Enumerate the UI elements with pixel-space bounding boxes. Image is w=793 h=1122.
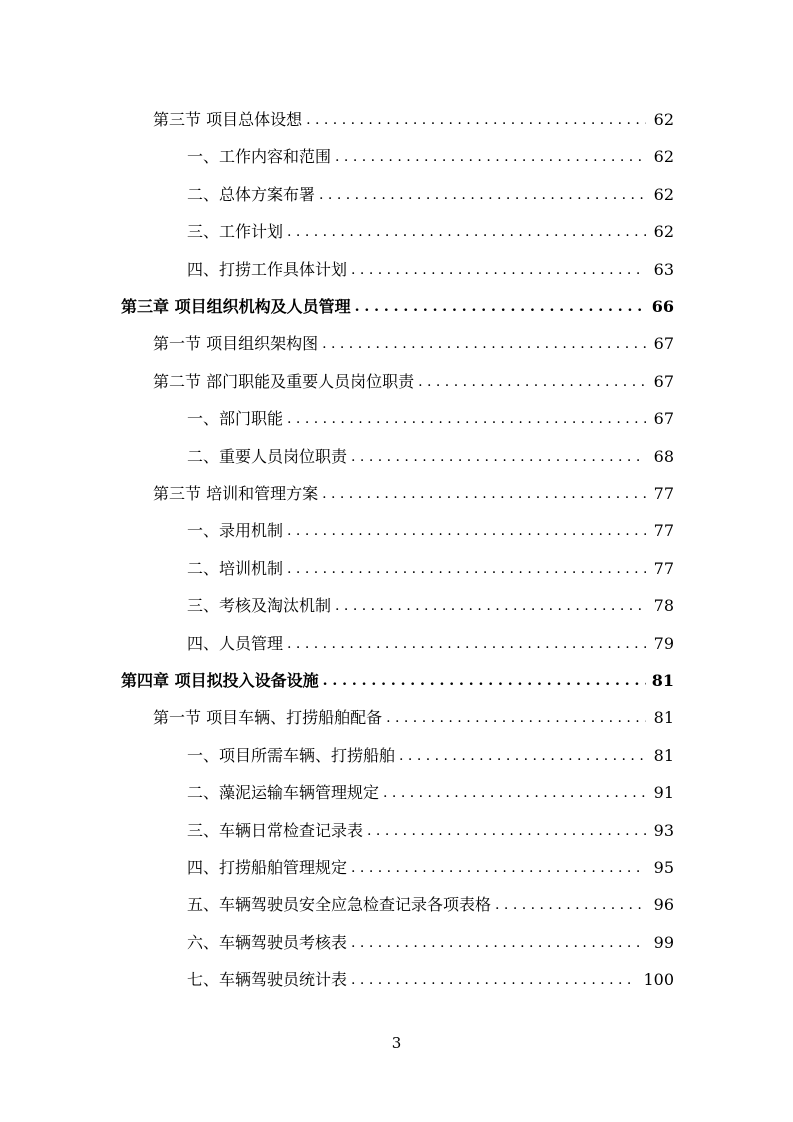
toc-subsection-entry[interactable] [187,895,674,915]
toc-entry-label: 一、项目所需车辆、打捞船舶 [187,745,396,765]
toc-dot-leader [287,559,646,579]
toc-entry-page: 100 [643,970,674,990]
toc-subsection-entry[interactable] [187,260,674,280]
toc-dot-leader [399,746,646,766]
toc-dot-leader [386,708,646,728]
toc-entry-label: 三、考核及淘汰机制 [187,596,332,616]
toc-section-entry[interactable] [153,708,674,728]
toc-entry-page: 62 [653,110,674,129]
toc-dot-leader [418,372,646,392]
toc-dot-leader [287,634,646,654]
page-number: 3 [391,1034,402,1052]
toc-subsection-entry[interactable] [187,447,674,467]
toc-entry-label: 第二节 部门职能及重要人员岗位职责 [153,371,415,391]
toc-chapter-entry[interactable] [121,671,674,691]
toc-section-entry[interactable] [153,334,674,354]
toc-subsection-entry[interactable] [187,933,674,953]
toc-entry-page: 62 [653,147,674,167]
toc-subsection-entry[interactable] [187,783,674,803]
toc-dot-leader [319,185,646,205]
toc-chapter-entry[interactable] [121,297,674,317]
toc-subsection-entry[interactable] [187,222,674,242]
toc-entry-page: 78 [653,596,674,616]
toc-dot-leader [335,596,646,616]
toc-dot-leader [495,895,646,915]
toc-dot-leader [287,222,646,242]
toc-dot-leader [322,484,646,504]
toc-dot-leader [306,110,646,130]
toc-dot-leader [351,858,646,878]
toc-entry-label: 五、车辆驾驶员安全应急检查记录各项表格 [187,895,492,915]
toc-section-entry[interactable] [153,484,674,504]
toc-entry-label: 三、车辆日常检查记录表 [187,820,364,840]
toc-entry-page: 81 [653,745,674,765]
toc-dot-leader [355,297,646,317]
toc-entry-page: 66 [651,297,674,316]
toc-entry-page: 62 [653,184,674,204]
toc-entry-label: 第三节 项目总体设想 [153,110,303,129]
toc-dot-leader [351,970,637,990]
toc-section-entry[interactable] [153,110,674,130]
toc-dot-leader [335,147,646,167]
toc-entry-page: 67 [653,409,674,429]
toc-entry-label: 二、藻泥运输车辆管理规定 [187,783,380,803]
toc-dot-leader [322,334,646,354]
toc-entry-page: 77 [653,558,674,578]
toc-entry-label: 四、人员管理 [187,633,284,653]
toc-entry-page: 62 [653,222,674,242]
toc-dot-leader [323,671,646,691]
toc-entry-page: 93 [653,820,674,840]
toc-subsection-entry[interactable] [187,858,674,878]
toc-subsection-entry[interactable] [187,634,674,654]
toc-entry-page: 63 [653,259,674,279]
toc-entry-page: 81 [653,708,674,728]
toc-entry-page: 67 [653,334,674,354]
toc-dot-leader [351,447,646,467]
toc-dot-leader [351,933,646,953]
toc-entry-page: 95 [653,858,674,877]
toc-subsection-entry[interactable] [187,746,674,766]
toc-entry-page: 96 [653,895,674,915]
toc-entry-label: 二、重要人员岗位职责 [187,446,348,466]
toc-dot-leader [287,521,646,541]
toc-section-entry[interactable] [153,372,674,392]
toc-entry-label: 四、打捞工作具体计划 [187,259,348,279]
toc-entry-label: 二、培训机制 [187,558,284,578]
toc-subsection-entry[interactable] [187,147,674,167]
toc-subsection-entry[interactable] [187,185,674,205]
toc-entry-label: 第一节 项目组织架构图 [153,334,319,354]
toc-entry-label: 七、车辆驾驶员统计表 [187,970,348,990]
toc-subsection-entry[interactable] [187,521,674,541]
toc-entry-label: 一、录用机制 [187,521,284,541]
toc-subsection-entry[interactable] [187,821,674,841]
toc-entry-label: 四、打捞船舶管理规定 [187,858,348,877]
toc-entry-label: 二、总体方案布署 [187,184,316,204]
toc-subsection-entry[interactable] [187,409,674,429]
toc-entry-page: 81 [651,671,674,690]
toc-entry-label: 第三章 项目组织机构及人员管理 [121,297,351,316]
toc-entry-page: 91 [653,783,674,803]
toc-entry-page: 68 [653,446,674,466]
toc-entry-label: 三、工作计划 [187,222,284,242]
toc-entry-page: 99 [653,932,674,952]
toc-entry-label: 第一节 项目车辆、打捞船舶配备 [153,708,383,728]
toc-subsection-entry[interactable] [187,559,674,579]
toc-subsection-entry[interactable] [187,970,674,990]
toc-entry-label: 一、工作内容和范围 [187,147,332,167]
toc-entry-label: 第四章 项目拟投入设备设施 [121,671,319,690]
toc-entry-page: 67 [653,371,674,391]
toc-entry-label: 六、车辆驾驶员考核表 [187,932,348,952]
toc-dot-leader [287,409,646,429]
toc-entry-label: 一、部门职能 [187,409,284,429]
toc-entry-label: 第三节 培训和管理方案 [153,484,319,503]
toc-entry-page: 77 [653,484,674,503]
toc-dot-leader [351,260,646,280]
toc-dot-leader [383,783,646,803]
toc-entry-page: 77 [653,521,674,541]
toc-subsection-entry[interactable] [187,596,674,616]
toc-dot-leader [367,821,646,841]
toc-entry-page: 79 [653,633,674,653]
